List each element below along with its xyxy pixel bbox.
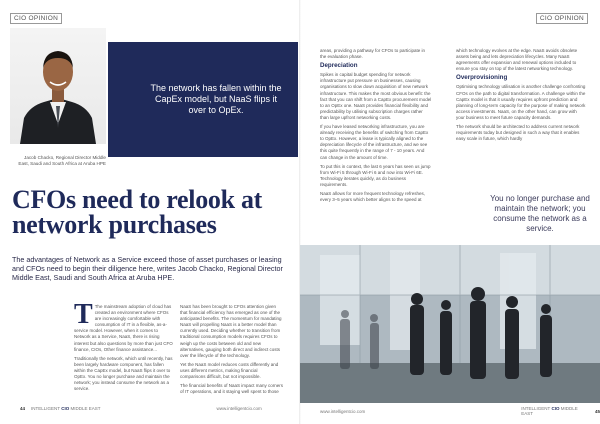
section-tag: CIO OPINION	[10, 13, 62, 24]
body-column-2	[180, 304, 284, 402]
body-paragraph: Yet the NaaS model reduces costs differently and uses different metrics, making financial comparisons difficult, but not impossible.	[180, 361, 279, 380]
person-portrait-icon	[10, 28, 106, 144]
office-photo	[300, 245, 600, 403]
body-paragraph: The network should be architected to address current network requirements today but designed in such a way that it enables easy scale in future, which hardly	[456, 124, 580, 142]
body-paragraph: Optimising technology utilisation is another challenge confronting CFOs on the path to digital transformation. A challenge within the CapEx model is that it usually requires upfront prediction and planning of long-term capacity for the purpose of making network access investments. NaaS, on the other hand, can grow with your business to meet future capacity demands.	[456, 84, 586, 120]
left-footer	[20, 406, 262, 411]
drop-cap: T	[74, 304, 93, 330]
body-paragraph: If you have leased networking infrastructure, you are already receiving the benefits of switching from CapEx to OpEx. However, a lease is typically aligned to the depreciation lifecycle of the infrastructure, and we see this quite frequently in the range of 7 - 10 years. And can change in the amount of time.	[320, 124, 429, 160]
website-link[interactable]: www.intelligentcio.com	[320, 408, 366, 414]
body-column-1	[74, 304, 174, 402]
body-paragraph: The financial benefits of NaaS impact many corners of IT operations, and it staying well spent to those	[180, 383, 284, 395]
body-column-3	[320, 48, 432, 244]
office-scene-icon	[300, 245, 600, 403]
body-column-4	[456, 48, 586, 174]
body-paragraph: NaaS allows for more frequent technology refreshes, every 3–5 years which better aligns to the speed at	[320, 190, 426, 203]
subheading-depreciation: Depreciation	[320, 62, 358, 70]
body-paragraph: areas, providing a pathway for CFOs to participate in the evaluation phase.	[320, 48, 426, 60]
body-paragraph: The mainstream adoption of cloud has created an environment where CFOs are increasingly comfortable with consumption of IT in a flexible, as-a-service model. However, when it comes to Network as a Service, NaaS, there is rising interest but also questions by more than just CFO finance, CIOs, Other finance assistance...	[74, 304, 173, 352]
body-paragraph: Spikes in capital budget spending for network infrastructure put pressure on businesses, causing organisations to slow down acquisition of new network infrastructure. This makes the most obvious benefit: the fact that you can shift from a CapEx procurement model to an OpEx one. NaaS provides financial flexibility and predictability by utilising subscription charges rather than large upfront networking costs.	[320, 72, 432, 120]
body-paragraph: Traditionally the network, which until recently, has been largely hardware component, has fallen within the CapEx model, but NaaS flips it over to OpEx. You no longer purchase and maintain the network; you instead consume the network as a service.	[74, 355, 173, 392]
article-headline: CFOs need to relook at network purchases	[12, 185, 263, 239]
pull-quote-2: You no longer purchase and maintain the network; you consume the network as a service.	[490, 194, 590, 233]
right-footer	[320, 406, 600, 416]
brand-text: INTELLIGENT CIO MIDDLE EAST	[521, 406, 578, 416]
body-paragraph: NaaS has been brought to CFOs attention given that financial efficiency has emerged as one of the anticipated benefits. The momentum for mandating NaaS will propelling NaaS is a better model than currently used. Deciding whether to transition from traditional consumption models requires CFOs to weigh up the costs between old and new alternatives, gauging both direct and indirect costs over the lifecycle of the technology.	[180, 304, 282, 358]
photo-caption: Jacob Chacko, Regional Director Middle East, Saudi and South Africa at Aruba HPE	[18, 155, 106, 166]
brand-text: INTELLIGENT CIO MIDDLE EAST	[31, 406, 101, 411]
subheading-overprovisioning: Overprovisioning	[456, 74, 508, 82]
website-link[interactable]: www.intelligentcio.com	[216, 406, 262, 411]
page-number: 45	[594, 408, 600, 414]
page-number: 44	[20, 406, 26, 411]
pull-quote-1: The network has fallen within the CapEx model, but NaaS flips it over to OpEx.	[150, 83, 282, 115]
author-photo	[10, 28, 106, 144]
body-paragraph: which technology evolves at the edge. NaaS avoids obsolete assets being and lets depreciation lifecycles. Many NaaS agreements offer expansion and renewal options included to ensure you stay on top of the latest networking technology.	[456, 48, 578, 72]
body-paragraph: To put this in context, the last 6 years has seen us jump from Wi-Fi 5 through Wi-Fi 6 and now into Wi-Fi 6E. Technology iterates quickly, as do business requirements.	[320, 163, 431, 187]
standfirst: The advantages of Network as a Service exceed those of asset purchases or leasing and CFOs need to begin their diligence here, writes Jacob Chacko, Regional Director Middle East, Saudi and South Africa at Aruba HPE.	[12, 255, 283, 283]
section-tag: CIO OPINION	[536, 13, 588, 24]
